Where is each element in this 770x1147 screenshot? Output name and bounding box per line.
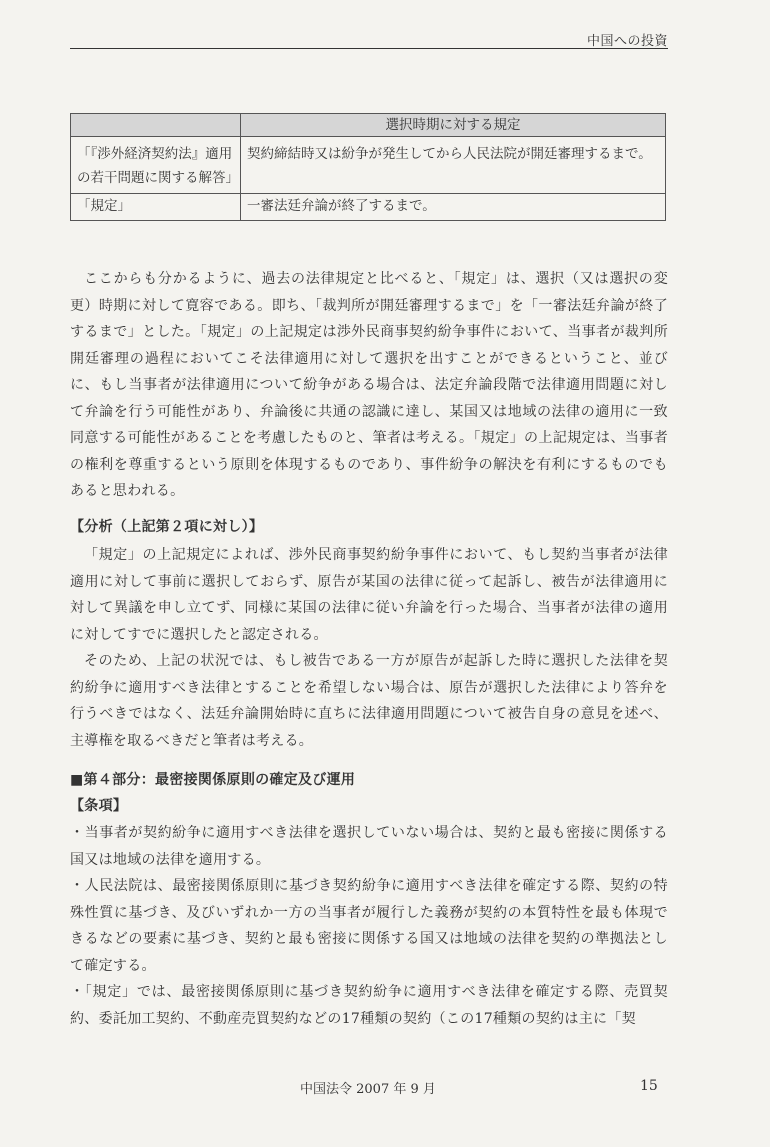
table-cell-source: 「『渉外経済契約法』適用の若干問題に関する解答」 bbox=[71, 137, 241, 194]
body-paragraph: 「規定」の上記規定によれば、渉外民商事契約紛争事件において、もし契約当事者が法律適用に対して事前に選択しておらず、原告が某国の法律に従って起訴し、被告が法律適用に対して異議を申し立てず、同様に某国の法律に従い弁論を行った場合、当事者が法律の適用に対してすでに選択したと認定される。 bbox=[70, 547, 668, 643]
list-item: ・当事者が契約紛争に適用すべき法律を選択していない場合は、契約と最も密接に関係する国又は地域の法律を適用する。 bbox=[70, 825, 668, 868]
running-header bbox=[70, 30, 668, 49]
body-paragraph: そのため、上記の状況では、もし被告である一方が原告が起訴した時に選択した法律を契約紛争に適用すべき法律とすることを希望しない場合は、原告が選択した法律により答弁を行うべきではなく、法廷弁論開始時に直ちに法律適用問題について被告自身の意見を述べ、主導権を取るべきだと筆者は考える。 bbox=[70, 653, 668, 749]
analysis-heading: 【分析（上記第２項に対し）】 bbox=[70, 519, 264, 535]
clause-heading: 【条項】 bbox=[70, 798, 128, 814]
page-number: 15 bbox=[640, 1078, 658, 1094]
list-item: ・人民法院は、最密接関係原則に基づき契約紛争に適用すべき法律を確定する際、契約の特殊性質に基づき、及びいずれか一方の当事者が履行した義務が契約の本質特性を最も体現できるなどの要素に基づき、契約と最も密接に関係する国又は地域の法律を契約の準拠法として確定する。 bbox=[70, 878, 668, 974]
body-paragraph: ここからも分かるように、過去の法律規定と比べると、「規定」は、選択（又は選択の変更）時期に対して寛容である。即ち、「裁判所が開廷審理するまで」を「一審法廷弁論が終了するまで」とした。「規定」の上記規定は渉外民商事契約紛争事件において、当事者が裁判所開廷審理の過程においてこそ法律適用に対して選択を出すことができるということ、並びに、もし当事者が法律適用について紛争がある場合は、法定弁論段階で法律適用問題に対して弁論を行う可能性があり、弁論後に共通の認識に達し、某国又は地域の法律の適用に一致同意する可能性があることを考慮したものと、筆者は考える。「規定」の上記規定は、当事者の権利を尊重するという原則を体現するものであり、事件紛争の解決を有利にするものでもあると思われる。 bbox=[70, 271, 668, 499]
table-row bbox=[71, 194, 666, 221]
table-column-header: 選択時期に対する規定 bbox=[241, 114, 666, 137]
section-heading: ■第４部分：最密接関係原則の確定及び運用 bbox=[70, 772, 356, 788]
running-title: 中国への投資 bbox=[586, 34, 668, 49]
table-cell-rule: 一審法廷弁論が終了するまで。 bbox=[241, 194, 666, 221]
table-row bbox=[71, 137, 666, 194]
list-item: ・「規定」では、最密接関係原則に基づき契約紛争に適用すべき法律を確定する際、売買契約、委託加工契約、不動産売買契約などの17種類の契約（この17種類の契約は主に「契 bbox=[70, 984, 668, 1027]
table-header-row bbox=[71, 114, 666, 137]
selection-timing-table bbox=[70, 113, 666, 221]
clause-list bbox=[70, 820, 668, 1032]
table-cell-source: 「規定」 bbox=[71, 194, 241, 221]
table-header-blank bbox=[71, 114, 241, 137]
publication-footer: 中国法令 2007 年 9 月 bbox=[300, 1082, 436, 1097]
table-cell-rule: 契約締結時又は紛争が発生してから人民法院が開廷審理するまで。 bbox=[241, 137, 666, 194]
